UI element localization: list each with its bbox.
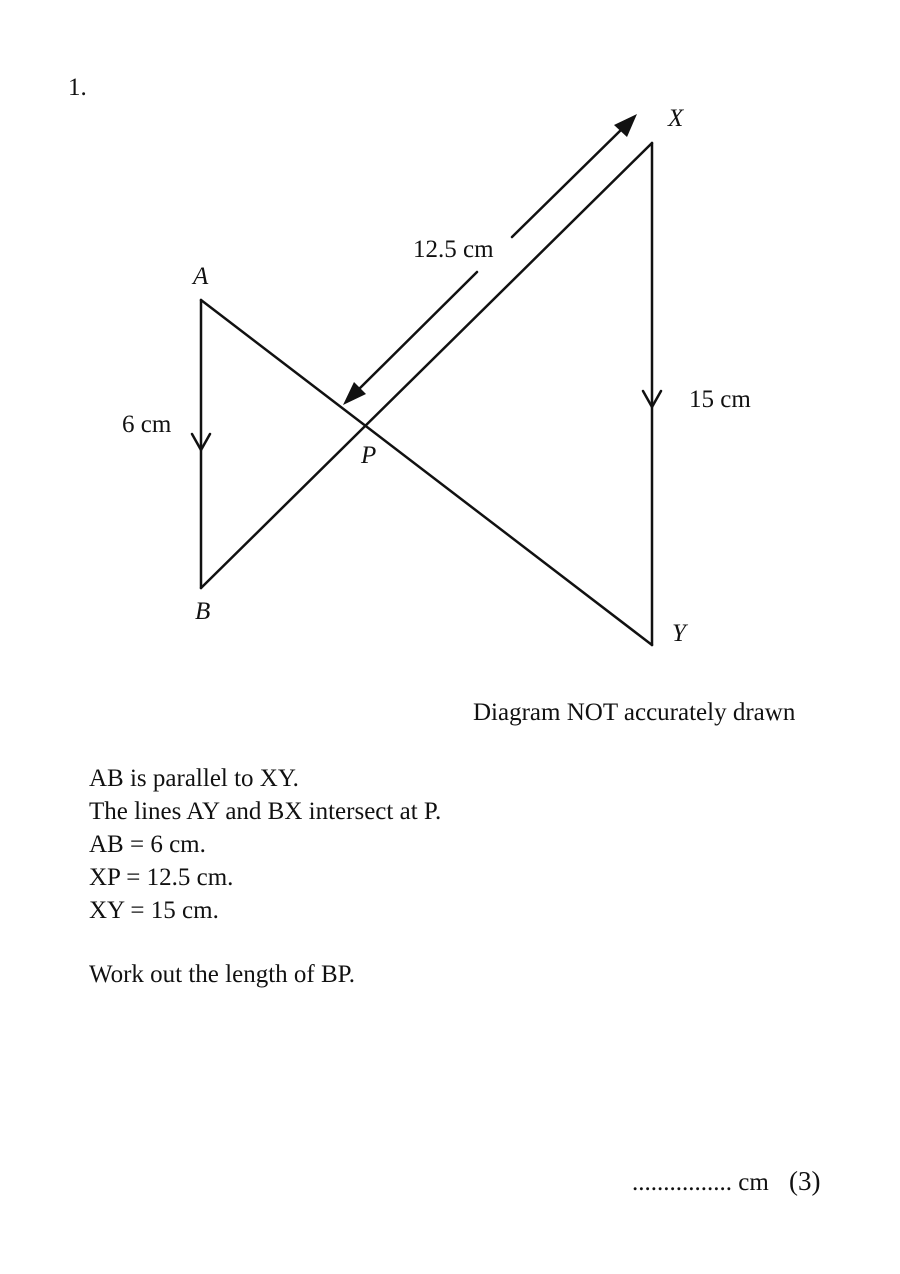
marks-indicator: (3) (789, 1166, 821, 1196)
diagram-accuracy-note: Diagram NOT accurately drawn (473, 699, 796, 726)
point-label-x: X (668, 105, 684, 132)
point-label-y: Y (672, 620, 686, 647)
point-label-a: A (193, 263, 209, 290)
statement-line: XP = 12.5 cm. (89, 864, 234, 891)
measurement-xy: 15 cm (689, 386, 751, 413)
answer-line (632, 1166, 821, 1197)
question-number: 1. (68, 74, 87, 101)
statement-line: AB is parallel to XY. (89, 765, 299, 792)
answer-unit: cm (738, 1169, 769, 1196)
dimension-line-xp-upper (512, 126, 625, 237)
measurement-ab: 6 cm (122, 411, 172, 438)
segment-ay (201, 300, 652, 645)
statement-line: AB = 6 cm. (89, 831, 206, 858)
question-task: Work out the length of BP. (89, 961, 356, 988)
answer-blank[interactable]: ................ (632, 1169, 732, 1196)
statement-line: XY = 15 cm. (89, 897, 219, 924)
segment-bx (201, 143, 652, 588)
measurement-xp: 12.5 cm (413, 236, 494, 263)
point-label-b: B (195, 598, 211, 625)
point-label-p: P (361, 442, 377, 469)
statement-line: The lines AY and BX intersect at P. (89, 798, 442, 825)
